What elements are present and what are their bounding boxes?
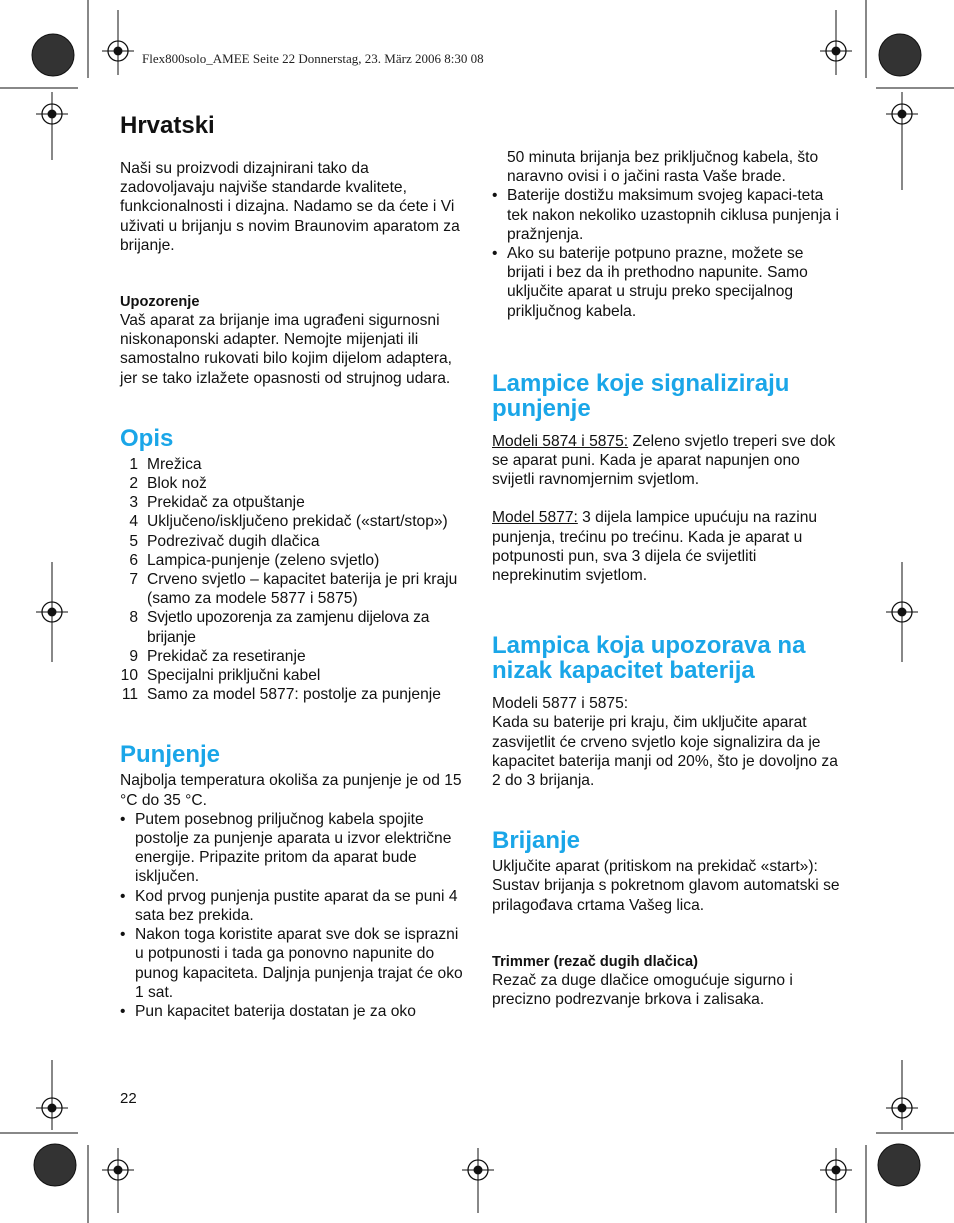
punjenje-intro: Najbolja temperatura okoliša za punjenje je od 15 °C do 35 °C. (120, 772, 462, 809)
trimmer-paragraph: Rezač za duge dlačice omogućuje sigurno i precizno podrezvanje brkova i zalisaka. (492, 971, 793, 1009)
models-a-paragraph: Modeli 5874 i 5875: Zeleno svjetlo treperi sve dok se aparat puni. Kada je aparat napunjen ono svijetli ravnomjernim svjetlom. (492, 432, 836, 489)
list-item: 2 Blok nož (129, 475, 207, 493)
list-item: 5 Podrezivač dugih dlačica (129, 532, 320, 550)
parts-list (120, 455, 465, 705)
intro-paragraph: Naši su proizvodi dizajnirani tako da zadovoljavaju najviše standarde kvalitete, funkcionalnosti i dizajna. Nadamo se da ćete i Vi uživati u brijanju s novim Braunovim aparatom za brijanje. (120, 160, 460, 254)
list-item: • Kod prvog punjenja pustite aparat da se puni 4 sata bez prekida. (120, 887, 458, 924)
list-item: 10 Specijalni priključni kabel (120, 667, 321, 685)
list-item: • Ako su baterije potpuno prazne, možete se brijati i bez da ih prethodno napunite. Samo uključite aparat u struju preko specijalnog priključnog kabela. (492, 245, 808, 320)
models-a-label: Modeli 5874 i 5875: (492, 432, 629, 450)
list-item: 9 Prekidač za resetiranje (129, 647, 306, 665)
low-battery-paragraph: Kada su baterije pri kraju, čim uključite aparat zasvijetlit će crveno svjetlo koje signalizira da je kapacitet baterija manji od 20%, što je dovoljno za 2 do 3 brijanja. (492, 714, 838, 790)
list-item: 3 Prekidač za otpuštanje (129, 494, 305, 512)
left-column (120, 112, 465, 1021)
list-item: • Putem posebnog priljučnog kabela spojite postolje za punjenje aparata u izvor električne energije. Pripazite pritom da aparat bude isključen. (120, 810, 452, 886)
list-item: 11 Samo za model 5877: postolje za punjenje (121, 686, 441, 704)
list-item: • Pun kapacitet baterija dostatan je za oko (120, 1002, 416, 1020)
list-item: 8 Svjetlo upozorenja za zamjenu dijelova za brijanje (129, 609, 430, 646)
brijanje-paragraph-2: Sustav brijanja s pokretnom glavom automatski se prilagođava crtama Vašeg lica. (492, 877, 840, 914)
list-item: 7 Crveno svjetlo – kapacitet baterija je pri kraju (samo za modele 5877 i 5875) (129, 571, 458, 608)
model-b-paragraph: Model 5877: 3 dijela lampice upućuju na razinu punjenja, trećinu po trećinu. Kada je aparat u potpunosti pun, sva 3 dijela će svijetliti neprekinutim svjetlom. (492, 509, 818, 585)
continuation-paragraph: 50 minuta brijanja bez priključnog kabela, što naravno ovisi i o jačini rasta Vaše brade. (507, 149, 819, 186)
low-battery-heading: Lampica koja upozorava na nizak kapacitet baterija (492, 632, 806, 685)
print-slug-line: Flex800solo_AMEE Seite 22 Donnerstag, 23. März 2006 8:30 08 (142, 51, 484, 66)
punjenje-bullets (120, 810, 465, 1021)
language-title: Hrvatski (120, 112, 215, 139)
charge-lights-heading: Lampice koje signaliziraju punjenje (492, 369, 790, 422)
opis-heading: Opis (120, 424, 174, 452)
model-b-label: Model 5877: (492, 509, 578, 527)
list-item: • Nakon toga koristite aparat sve dok se isprazni u potpunosti i tada ga ponovno napunite do punog kapaciteta. Daljnja punjenja trajat će oko 1 sat. (120, 926, 463, 1001)
punjenje-heading: Punjenje (120, 741, 221, 769)
brijanje-paragraph-1: Uključite aparat (pritiskom na prekidač «start»): (492, 858, 818, 876)
battery-bullets (492, 186, 844, 320)
list-item: 4 Uključeno/isključeno prekidač («start/stop») (129, 513, 448, 531)
warning-paragraph: Vaš aparat za brijanje ima ugrađeni sigurnosni niskonaponski adapter. Nemojte mijenjati ili samostalno rukovati bilo kojim dijelom adaptera, jer se tako izlažete opasnosti od strujnog udara. (120, 312, 452, 387)
trimmer-heading: Trimmer (rezač dugih dlačica) (492, 953, 699, 970)
low-battery-models: Modeli 5877 i 5875: (492, 695, 629, 713)
page-number: 22 (120, 1090, 137, 1107)
list-item: 6 Lampica-punjenje (zeleno svjetlo) (129, 551, 380, 569)
right-column (492, 148, 844, 1009)
warning-heading: Upozorenje (120, 294, 200, 311)
brijanje-heading: Brijanje (492, 827, 581, 855)
list-item: 1 Mrežica (129, 455, 202, 473)
list-item: • Baterije dostižu maksimum svojeg kapaci-teta tek nakon nekoliko uzastopnih ciklusa punjenja i pražnjenja. (492, 187, 840, 243)
